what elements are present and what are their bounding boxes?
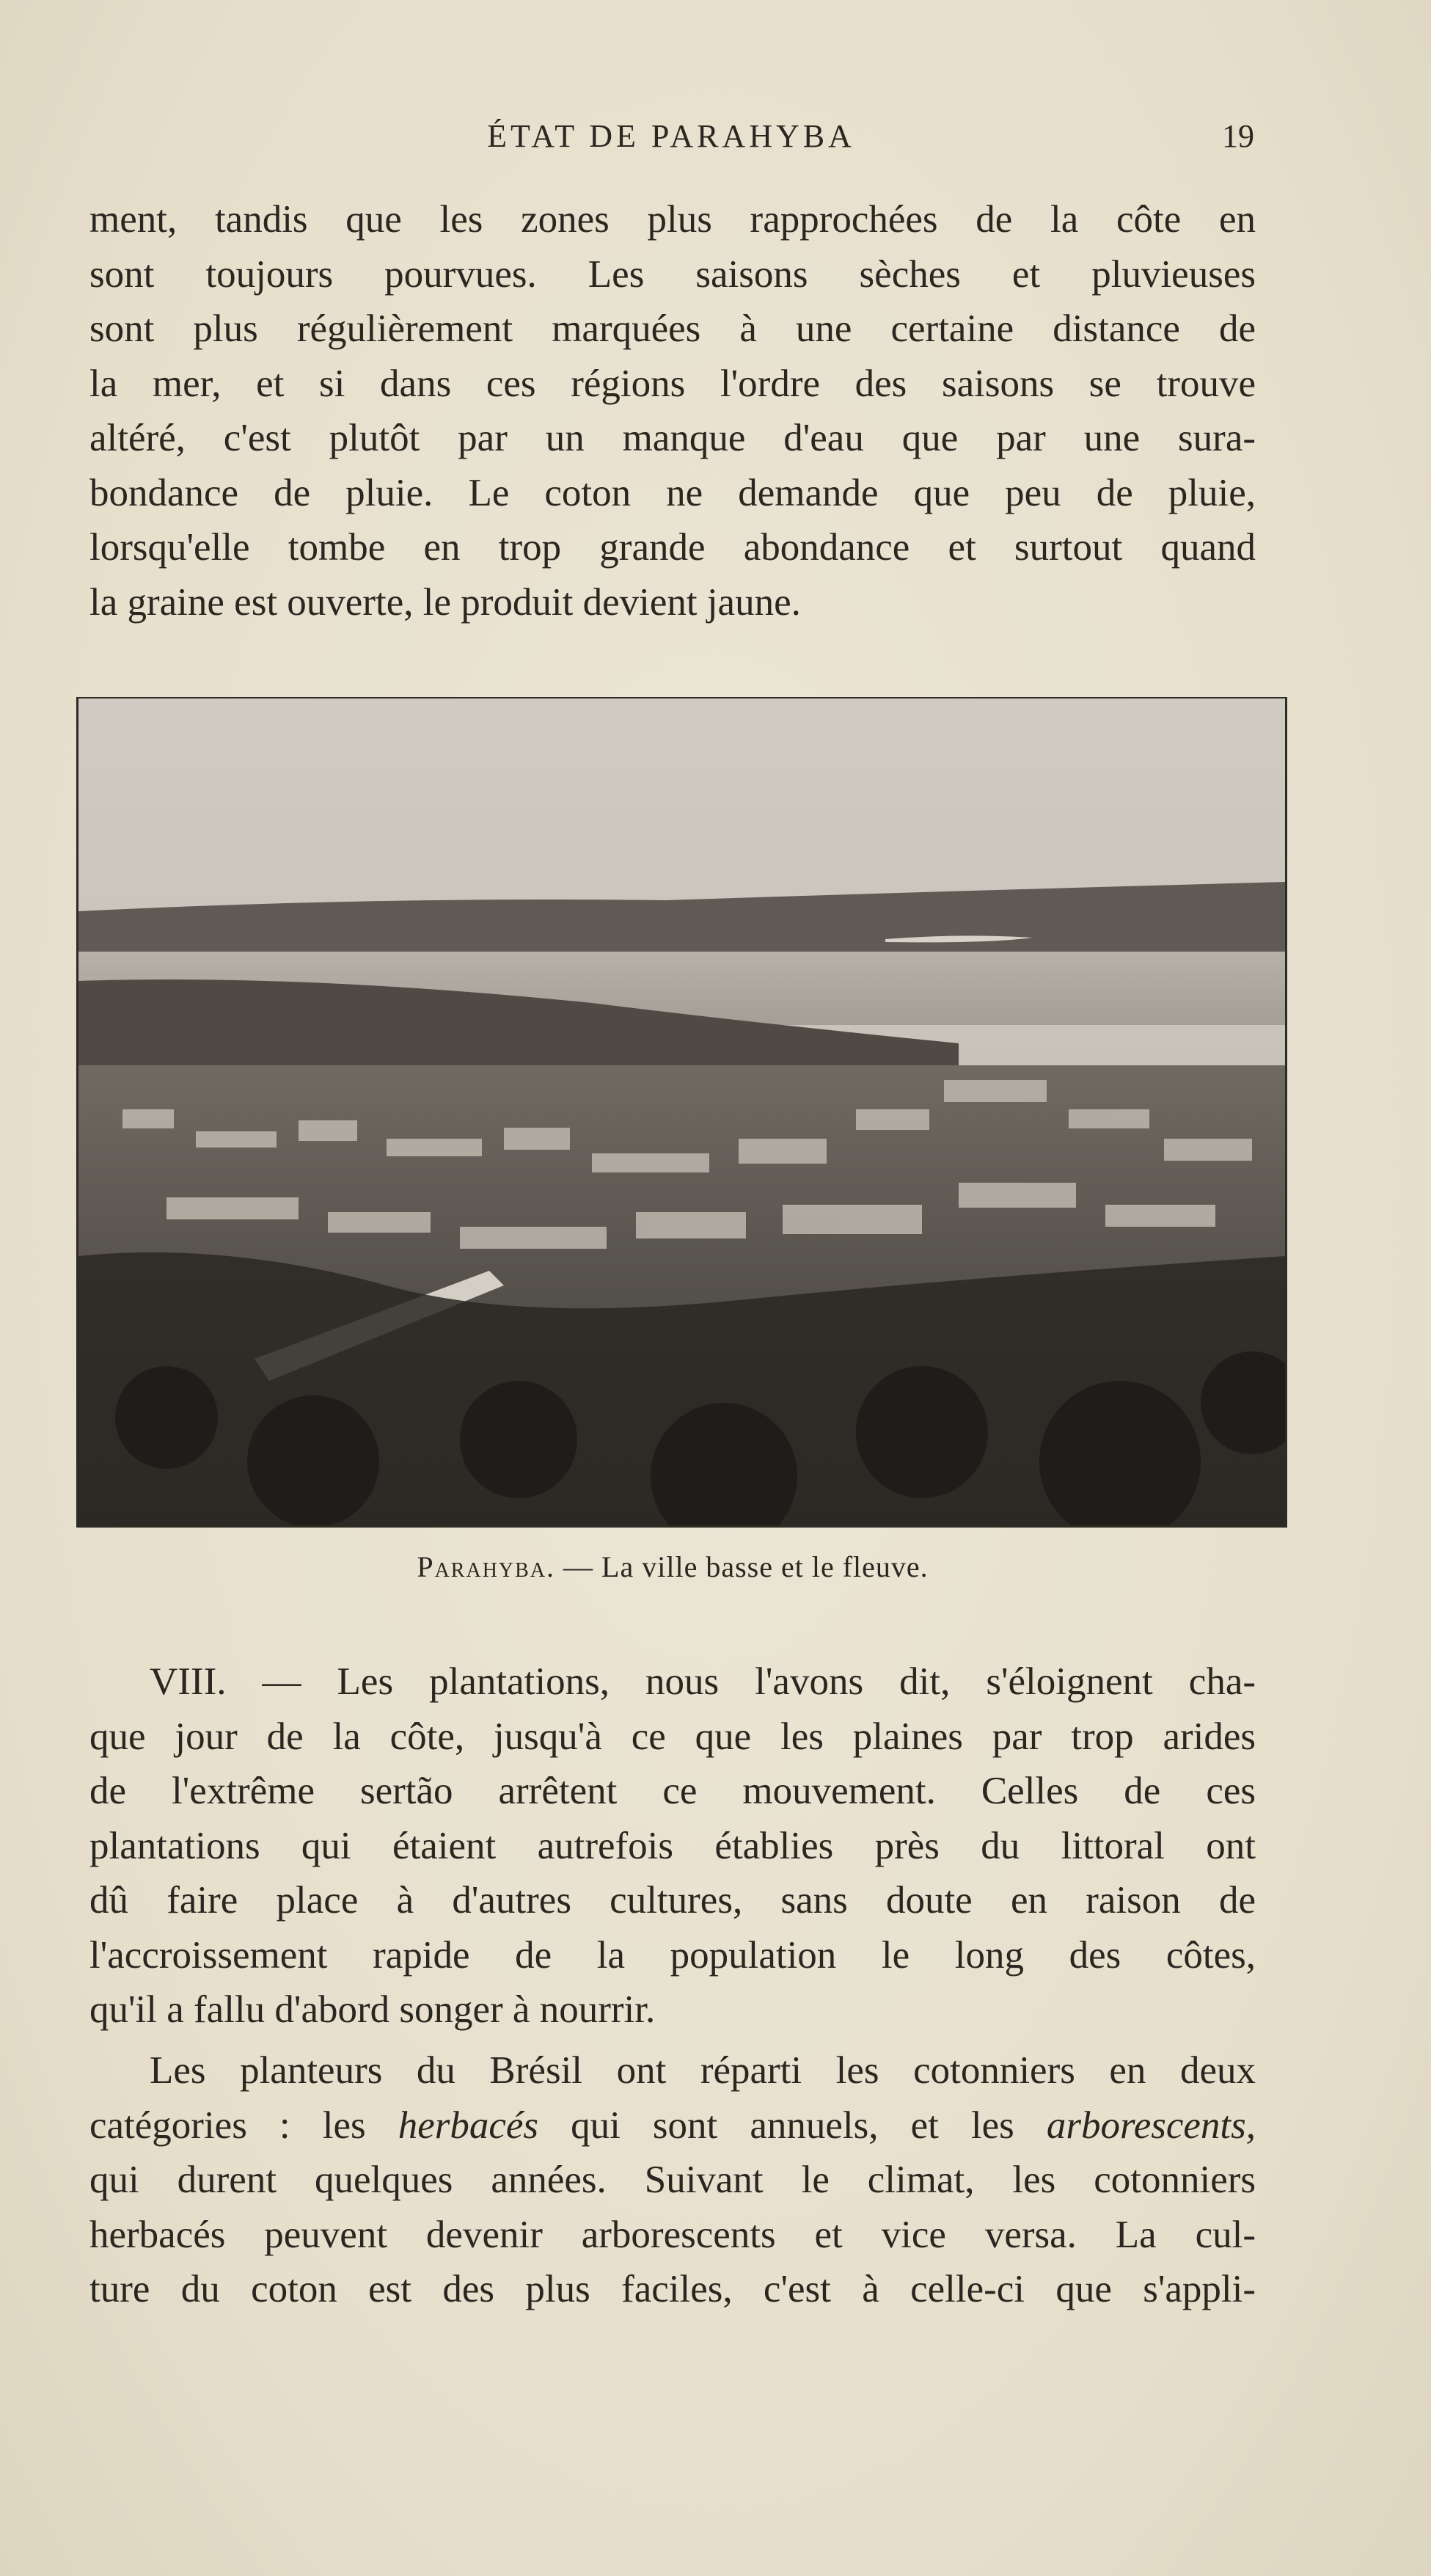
text-line: dû faire place à d'autres cultures, sans doute en raison de bbox=[89, 1879, 1256, 1922]
city-river-photograph bbox=[76, 697, 1287, 1528]
figure-caption bbox=[89, 1550, 1256, 1584]
text-fragment: qui sont annuels, et les bbox=[538, 2104, 1047, 2147]
text-line: VIII. — Les plantations, nous l'avons dit, s'éloignent cha- bbox=[150, 1660, 1256, 1703]
text-line: herbacés peuvent devenir arborescents et vice versa. La cul- bbox=[89, 2213, 1256, 2256]
page-number: 19 bbox=[1222, 118, 1254, 154]
text-line: sont toujours pourvues. Les saisons sèches et pluvieuses bbox=[89, 252, 1256, 296]
text-fragment: catégories : les bbox=[89, 2104, 398, 2147]
paragraph-section-viii bbox=[89, 1654, 1256, 2037]
paragraph-climate bbox=[89, 192, 1256, 630]
text-line: Les planteurs du Brésil ont réparti les cotonniers en deux bbox=[150, 2049, 1256, 2092]
italic-term: arborescents, bbox=[1046, 2104, 1256, 2147]
text-line: sont plus régulièrement marquées à une certaine distance de bbox=[89, 307, 1256, 350]
text-line: altéré, c'est plutôt par un manque d'eau que par une sura- bbox=[89, 417, 1256, 459]
text-line: ment, tandis que les zones plus rapprochées de la côte en bbox=[89, 198, 1256, 241]
running-head bbox=[88, 117, 1254, 161]
caption-place: Parahyba. bbox=[417, 1550, 556, 1583]
text-line: que jour de la côte, jusqu'à ce que les plaines par trop arides bbox=[89, 1715, 1256, 1758]
paragraph-cotton-types bbox=[89, 2043, 1256, 2317]
text-line: qui durent quelques années. Suivant le climat, les cotonniers bbox=[89, 2159, 1256, 2201]
text-line: lorsqu'elle tombe en trop grande abondance et surtout quand bbox=[89, 526, 1256, 569]
text-line: bondance de pluie. Le coton ne demande que peu de pluie, bbox=[89, 471, 1256, 514]
caption-text: — La ville basse et le fleuve. bbox=[555, 1550, 929, 1583]
text-line: la mer, et si dans ces régions l'ordre des saisons se trouve bbox=[89, 362, 1256, 405]
text-line: la graine est ouverte, le produit devient jaune. bbox=[89, 580, 801, 624]
text-line: l'accroissement rapide de la population le long des côtes, bbox=[89, 1933, 1256, 1977]
text-line: plantations qui étaient autrefois établies près du littoral ont bbox=[89, 1824, 1256, 1867]
text-line bbox=[89, 2098, 1256, 2153]
italic-term: herbacés bbox=[398, 2104, 539, 2147]
running-title: ÉTAT DE PARAHYBA bbox=[487, 118, 855, 154]
text-line: qu'il a fallu d'abord songer à nourrir. bbox=[89, 1988, 656, 2031]
text-line: ture du coton est des plus faciles, c'est à celle-ci que s'appli- bbox=[89, 2268, 1256, 2310]
text-line: de l'extrême sertão arrêtent ce mouvement. Celles de ces bbox=[89, 1770, 1256, 1812]
